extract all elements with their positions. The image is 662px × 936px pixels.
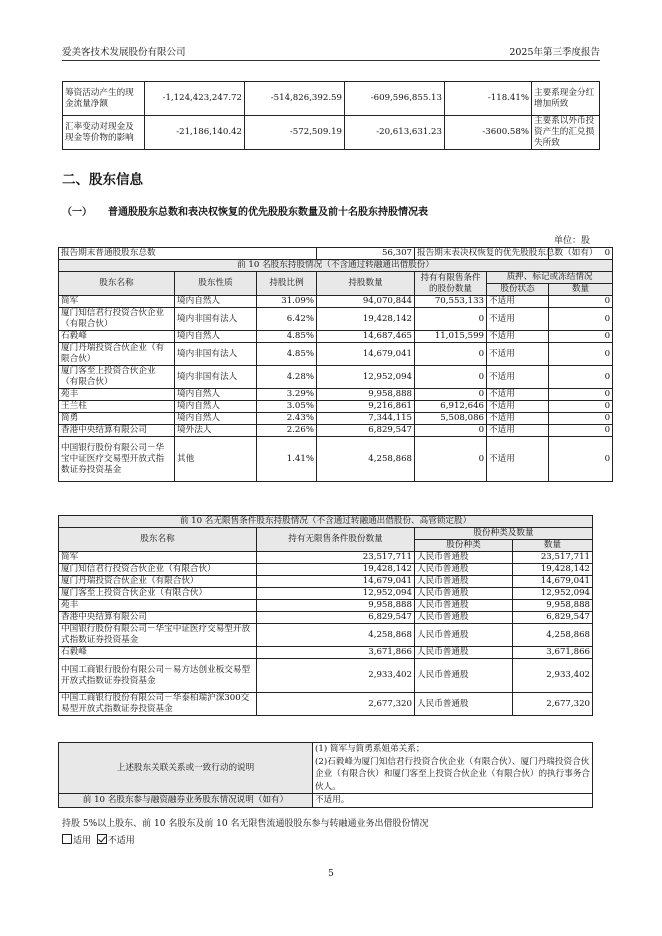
- holder-name: 香港中央结算有限公司: [59, 425, 175, 437]
- relations-table: [58, 742, 593, 808]
- un-share-count: 12,952,094: [513, 588, 593, 600]
- cash-change: -609,596,855.13: [345, 82, 445, 116]
- margin-value: 不适用。: [313, 794, 593, 808]
- checkbox-empty-icon: [62, 834, 72, 844]
- holder-ratio: 3.05%: [257, 401, 317, 413]
- cash-reason: 主要系以外币投资产生的汇兑损失所致: [532, 116, 600, 150]
- holder-row: [59, 413, 613, 425]
- cash-change-pct: -3600.58%: [445, 116, 532, 150]
- cash-reason: 主要系现金分红增加所致: [532, 82, 600, 116]
- holder-restricted: 0: [415, 366, 487, 389]
- top10-title: 前 10 名股东持股情况（不含通过转融通出借股份）: [59, 260, 613, 272]
- cash-item-label: 汇率变动对现金及现金等价物的影响: [63, 116, 145, 150]
- col-name: 股东名称: [59, 272, 175, 296]
- holder-name: 厦门客至上投资合伙企业（有限合伙）: [59, 366, 175, 389]
- holder-restricted: 70,553,133: [415, 296, 487, 308]
- holder-nature: 境内自然人: [175, 296, 257, 308]
- un-holder-name: 香港中央结算有限公司: [59, 612, 257, 624]
- un-share-type: 人民币普通股: [415, 600, 513, 612]
- un-share-type: 人民币普通股: [415, 552, 513, 564]
- total-holders-label: 报告期末普通股股东总数: [59, 248, 317, 260]
- holder-nature: 境内非国有法人: [175, 366, 257, 389]
- holder-name: 厦门丹瑞投资合伙企业（有限合伙）: [59, 343, 175, 366]
- holder-count: 0: [549, 413, 613, 425]
- pref-holders-label: 报告期末表决权恢复的优先股股东总数（如有）: [415, 248, 549, 260]
- report-title: 2025年第三季度报告: [509, 47, 600, 58]
- holder-count: 0: [549, 296, 613, 308]
- holder-nature: 其他: [175, 437, 257, 482]
- unrestricted-row: [59, 588, 593, 600]
- holder-row: [59, 425, 613, 437]
- col-qty: 持股数量: [317, 272, 415, 296]
- holder-qty: 14,679,041: [317, 343, 415, 366]
- holder-name: 石毅峰: [59, 331, 175, 343]
- un-holder-qty: 3,671,866: [257, 647, 415, 659]
- un-holder-name: 苑丰: [59, 600, 257, 612]
- col-nature: 股东性质: [175, 272, 257, 296]
- un-holder-name: 厦门客至上投资合伙企业（有限合伙）: [59, 588, 257, 600]
- holder-count: 0: [549, 401, 613, 413]
- un-col-name: 股东名称: [59, 528, 257, 552]
- un-holder-qty: 14,679,041: [257, 576, 415, 588]
- holder-qty: 14,687,465: [317, 331, 415, 343]
- un-holder-name: 中国工商银行股份有限公司－易方达创业板交易型开放式指数证券投资基金: [59, 659, 257, 693]
- holder-qty: 6,829,547: [317, 425, 415, 437]
- relations-line-2: (2)石毅峰为厦门知信君行投资合伙企业（有限合伙）、厦门丹瑞投资合伙企业（有限合伙）和厦门客至上投资合伙企业（有限合伙）的执行事务合伙人。: [315, 756, 591, 792]
- un-share-type: 人民币普通股: [415, 612, 513, 624]
- relations-text: [313, 743, 593, 794]
- top10-holders-table: [58, 247, 613, 482]
- un-col-qty: 持有无限售条件股份数量: [257, 528, 415, 552]
- holder-restricted: 0: [415, 343, 487, 366]
- un-share-count: 6,829,547: [513, 612, 593, 624]
- holder-qty: 94,070,844: [317, 296, 415, 308]
- un-holder-name: 石毅峰: [59, 647, 257, 659]
- holder-ratio: 3.29%: [257, 389, 317, 401]
- holder-name: 简勇: [59, 413, 175, 425]
- holder-row: [59, 366, 613, 389]
- un-share-count: 2,677,320: [513, 693, 593, 716]
- holder-nature: 境内自然人: [175, 401, 257, 413]
- holder-qty: 9,958,888: [317, 389, 415, 401]
- cash-item-label: 筹资活动产生的现金流量净额: [63, 82, 145, 116]
- holder-ratio: 4.85%: [257, 343, 317, 366]
- col-pledge: 质押、标记或冻结情况: [487, 272, 613, 284]
- holder-restricted: 0: [415, 308, 487, 331]
- holders-header-row: [59, 272, 613, 284]
- option-yes: 适用: [73, 836, 92, 846]
- unrestricted-row: [59, 564, 593, 576]
- cash-prior: -572,509.19: [245, 116, 345, 150]
- holder-restricted: 6,912,646: [415, 401, 487, 413]
- margin-label: 前 10 名股东参与融资融券业务股东情况说明（如有）: [59, 794, 313, 808]
- un-holder-qty: 9,958,888: [257, 600, 415, 612]
- unrestricted-row: [59, 600, 593, 612]
- holder-name: 中国银行股份有限公司－华宝中证医疗交易型开放式指数证券投资基金: [59, 437, 175, 482]
- holder-status: 不适用: [487, 413, 549, 425]
- holder-restricted: 0: [415, 437, 487, 482]
- holder-count: 0: [549, 437, 613, 482]
- un-holder-qty: 4,258,868: [257, 624, 415, 647]
- unit-label: 单位：股: [553, 236, 590, 246]
- unrestricted-row: [59, 612, 593, 624]
- holder-ratio: 6.42%: [257, 308, 317, 331]
- cash-change: -20,613,631.23: [345, 116, 445, 150]
- col-count: 数量: [549, 284, 613, 296]
- un-holder-qty: 23,517,711: [257, 552, 415, 564]
- holder-nature: 境内非国有法人: [175, 343, 257, 366]
- holder-status: 不适用: [487, 389, 549, 401]
- un-share-type: 人民币普通股: [415, 624, 513, 647]
- un-holder-name: 简军: [59, 552, 257, 564]
- subsection-text: 普通股股东总数和表决权恢复的优先股股东数量及前十名股东持股情况表: [108, 207, 428, 218]
- pref-holders-value: 0: [549, 248, 613, 260]
- holder-nature: 境外法人: [175, 425, 257, 437]
- holder-row: [59, 343, 613, 366]
- lending-note: 持股 5%以上股东、前 10 名股东及前 10 名无限售流通股股东参与转融通业务出借股份情况: [62, 819, 429, 829]
- relations-row: [59, 743, 593, 794]
- un-share-count: 3,671,866: [513, 647, 593, 659]
- holder-restricted: 11,015,599: [415, 331, 487, 343]
- holder-status: 不适用: [487, 296, 549, 308]
- holder-status: 不适用: [487, 343, 549, 366]
- page-header: [62, 44, 600, 61]
- holder-count: 0: [549, 343, 613, 366]
- holder-row: [59, 401, 613, 413]
- holder-restricted: 0: [415, 425, 487, 437]
- holder-ratio: 2.26%: [257, 425, 317, 437]
- cash-row: [63, 116, 600, 150]
- holder-nature: 境内自然人: [175, 389, 257, 401]
- holder-status: 不适用: [487, 331, 549, 343]
- checkbox-checked-icon: [97, 834, 107, 844]
- holder-qty: 4,258,868: [317, 437, 415, 482]
- holder-status: 不适用: [487, 308, 549, 331]
- holder-name: 厦门知信君行投资合伙企业（有限合伙）: [59, 308, 175, 331]
- holder-row: [59, 331, 613, 343]
- top10-title-row: [59, 260, 613, 272]
- un-share-type: 人民币普通股: [415, 693, 513, 716]
- cash-flow-table: [62, 81, 600, 150]
- un-share-count: 23,517,711: [513, 552, 593, 564]
- section-title: 二、股东信息: [62, 172, 143, 188]
- holder-name: 王兰柱: [59, 401, 175, 413]
- un-share-type: 人民币普通股: [415, 588, 513, 600]
- holder-name: 简军: [59, 296, 175, 308]
- un-share-type: 人民币普通股: [415, 647, 513, 659]
- un-share-count: 4,258,868: [513, 624, 593, 647]
- holder-ratio: 31.09%: [257, 296, 317, 308]
- total-holders-value: 56,307: [317, 248, 415, 260]
- holder-nature: 境内自然人: [175, 331, 257, 343]
- holder-restricted: 5,508,086: [415, 413, 487, 425]
- holder-ratio: 4.85%: [257, 331, 317, 343]
- un-share-count: 19,428,142: [513, 564, 593, 576]
- holders-total-row: [59, 248, 613, 260]
- holder-status: 不适用: [487, 425, 549, 437]
- cash-current: -21,186,140.42: [145, 116, 245, 150]
- un-holder-qty: 12,952,094: [257, 588, 415, 600]
- holder-count: 0: [549, 366, 613, 389]
- un-holder-name: 厦门知信君行投资合伙企业（有限合伙）: [59, 564, 257, 576]
- un-holder-name: 中国银行股份有限公司－华宝中证医疗交易型开放式指数证券投资基金: [59, 624, 257, 647]
- unrestricted-title: 前 10 名无限售条件股东持股情况（不含通过转融通出借股份、高管锁定股）: [59, 516, 593, 528]
- holder-qty: 9,216,861: [317, 401, 415, 413]
- subsection-number: （一）: [62, 207, 92, 218]
- holder-ratio: 4.28%: [257, 366, 317, 389]
- un-share-type: 人民币普通股: [415, 564, 513, 576]
- unrestricted-holders-table: [58, 515, 593, 716]
- holder-nature: 境内自然人: [175, 413, 257, 425]
- cash-prior: -514,826,392.59: [245, 82, 345, 116]
- col-status: 股份状态: [487, 284, 549, 296]
- cash-change-pct: -118.41%: [445, 82, 532, 116]
- holder-count: 0: [549, 389, 613, 401]
- un-col-class: 股份种类及数量: [415, 528, 593, 540]
- unrestricted-header-row: [59, 528, 593, 540]
- unrestricted-row: [59, 576, 593, 588]
- subsection-title: [62, 203, 428, 218]
- unrestricted-row: [59, 552, 593, 564]
- holder-count: 0: [549, 425, 613, 437]
- holder-qty: 7,344,115: [317, 413, 415, 425]
- applicability-options: [62, 833, 135, 846]
- un-holder-qty: 2,933,402: [257, 659, 415, 693]
- col-ratio: 持股比例: [257, 272, 317, 296]
- un-share-type: 人民币普通股: [415, 576, 513, 588]
- unrestricted-row: [59, 647, 593, 659]
- holder-restricted: 0: [415, 389, 487, 401]
- unrestricted-title-row: [59, 516, 593, 528]
- un-holder-name: 厦门丹瑞投资合伙企业（有限合伙）: [59, 576, 257, 588]
- un-col-count: 数量: [513, 540, 593, 552]
- un-holder-qty: 6,829,547: [257, 612, 415, 624]
- holder-nature: 境内非国有法人: [175, 308, 257, 331]
- holder-row: [59, 296, 613, 308]
- un-holder-qty: 19,428,142: [257, 564, 415, 576]
- un-share-count: 9,958,888: [513, 600, 593, 612]
- un-holder-name: 中国工商银行股份有限公司－华泰柏瑞沪深300交易型开放式指数证券投资基金: [59, 693, 257, 716]
- relations-line-1: (1) 简军与简勇系姐弟关系；: [315, 744, 425, 754]
- holder-qty: 12,952,094: [317, 366, 415, 389]
- holder-status: 不适用: [487, 366, 549, 389]
- holder-ratio: 2.43%: [257, 413, 317, 425]
- un-holder-qty: 2,677,320: [257, 693, 415, 716]
- company-name: 爱美客技术发展股份有限公司: [62, 47, 186, 58]
- un-share-type: 人民币普通股: [415, 659, 513, 693]
- holder-row: [59, 437, 613, 482]
- holder-status: 不适用: [487, 437, 549, 482]
- un-share-count: 2,933,402: [513, 659, 593, 693]
- unrestricted-row: [59, 659, 593, 693]
- page-number: 5: [328, 869, 334, 879]
- margin-row: [59, 794, 593, 808]
- holder-row: [59, 389, 613, 401]
- holder-ratio: 1.41%: [257, 437, 317, 482]
- holder-status: 不适用: [487, 401, 549, 413]
- unrestricted-row: [59, 693, 593, 716]
- cash-current: -1,124,423,247.72: [145, 82, 245, 116]
- relations-label: 上述股东关联关系或一致行动的说明: [59, 743, 313, 794]
- un-share-count: 14,679,041: [513, 576, 593, 588]
- holder-qty: 19,428,142: [317, 308, 415, 331]
- col-restricted: 持有有限售条件的股份数量: [415, 272, 487, 296]
- holder-count: 0: [549, 308, 613, 331]
- cash-row: [63, 82, 600, 116]
- holder-row: [59, 308, 613, 331]
- unrestricted-row: [59, 624, 593, 647]
- un-col-type: 股份种类: [415, 540, 513, 552]
- holder-count: 0: [549, 331, 613, 343]
- option-no: 不适用: [107, 836, 135, 846]
- holder-name: 苑丰: [59, 389, 175, 401]
